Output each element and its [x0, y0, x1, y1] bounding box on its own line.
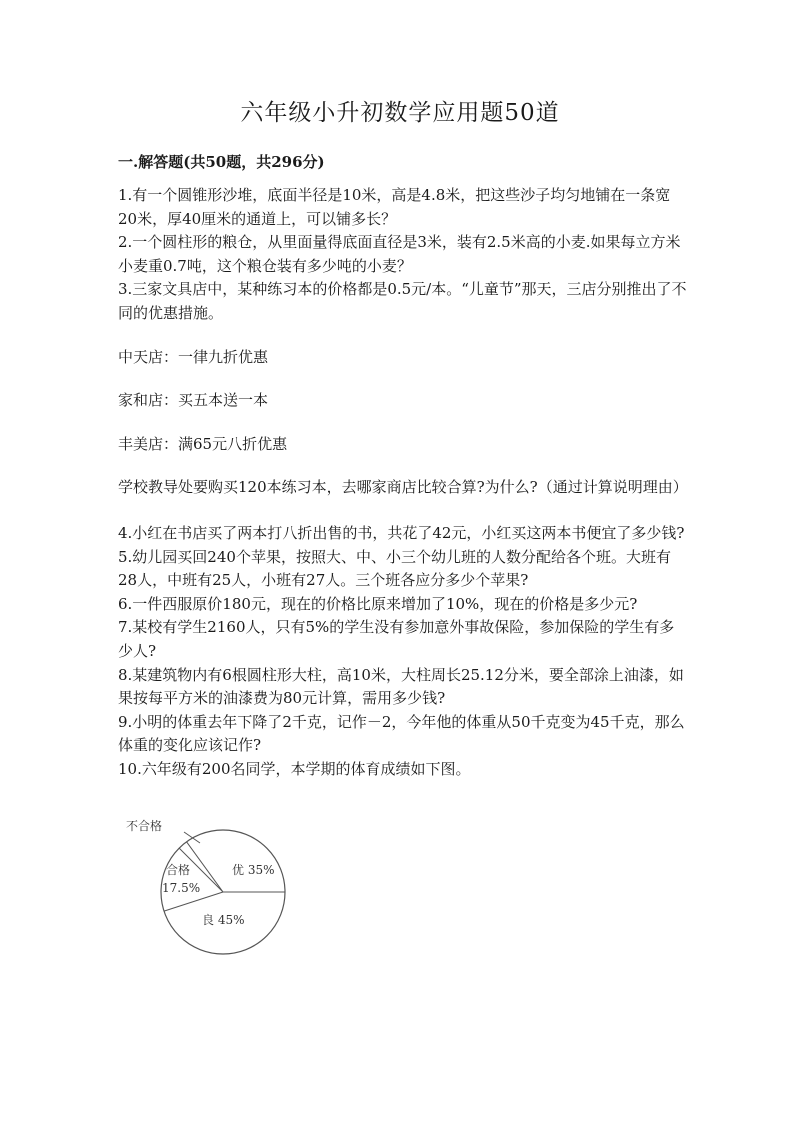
question-5: 5.幼儿园买回240个苹果，按照大、中、小三个幼儿班的人数分配给各个班。大班有28人，中班有25人，小班有27人。三个班各应分多少个苹果? — [118, 547, 671, 590]
question-6: 6.一件西服原价180元，现在的价格比原来增加了10%，现在的价格是多少元? — [118, 594, 638, 613]
question-9: 9.小明的体重去年下降了2千克，记作－2，今年他的体重从50千克变为45千克，那么体重的变化应该记作? — [118, 712, 685, 755]
slice-label-pass-name: 合格 — [166, 863, 191, 877]
q3-store-jiahe: 家和店：买五本送一本 — [118, 391, 269, 410]
question-list — [118, 184, 688, 781]
question-10: 10.六年级有200名同学，本学期的体育成绩如下图。 — [118, 759, 471, 778]
section-heading: 一.解答题(共50题，共296分) — [118, 153, 325, 171]
q3-question: 学校教导处要购买120本练习本，去哪家商店比较合算?为什么?（通过计算说明理由） — [118, 478, 688, 497]
question-8: 8.某建筑物内有6根圆柱形大柱，高10米，大柱周长25.12分米，要全部涂上油漆，如果按每平方米的油漆费为80元计算，需用多少钱? — [118, 665, 684, 708]
question-3: 3.三家文具店中，某种练习本的价格都是0.5元/本。“儿童节”那天，三店分别推出了不同的优惠措施。 — [118, 280, 687, 322]
page-title: 六年级小升初数学应用题50道 — [240, 100, 560, 126]
pie-chart-svg — [120, 812, 300, 962]
q3-store-fengmei: 丰美店：满65元八折优惠 — [118, 434, 288, 453]
pie-chart — [120, 812, 300, 962]
question-7: 7.某校有学生2160人，只有5%的学生没有参加意外事故保险，参加保险的学生有多少人? — [118, 618, 675, 660]
question-1: 1.有一个圆锥形沙堆，底面半径是10米，高是4.8米，把这些沙子均匀地铺在一条宽20米，厚40厘米的通道上，可以铺多长？ — [118, 186, 671, 228]
slice-label-pass-value: 17.5% — [162, 881, 201, 895]
slice-label-fail: 不合格 — [126, 819, 163, 833]
question-4: 4.小红在书店买了两本打八折出售的书，共花了42元，小红买这两本书便宜了多少钱? — [118, 523, 685, 542]
slice-label-good: 良 45% — [202, 913, 245, 927]
q3-store-zhongtian: 中天店：一律九折优惠 — [118, 347, 269, 366]
slice-label-excellent: 优 35% — [232, 863, 275, 877]
question-2: 2.一个圆柱形的粮仓，从里面量得底面直径是3米，装有2.5米高的小麦.如果每立方米小麦重0.7吨，这个粮仓装有多少吨的小麦？ — [118, 233, 681, 275]
